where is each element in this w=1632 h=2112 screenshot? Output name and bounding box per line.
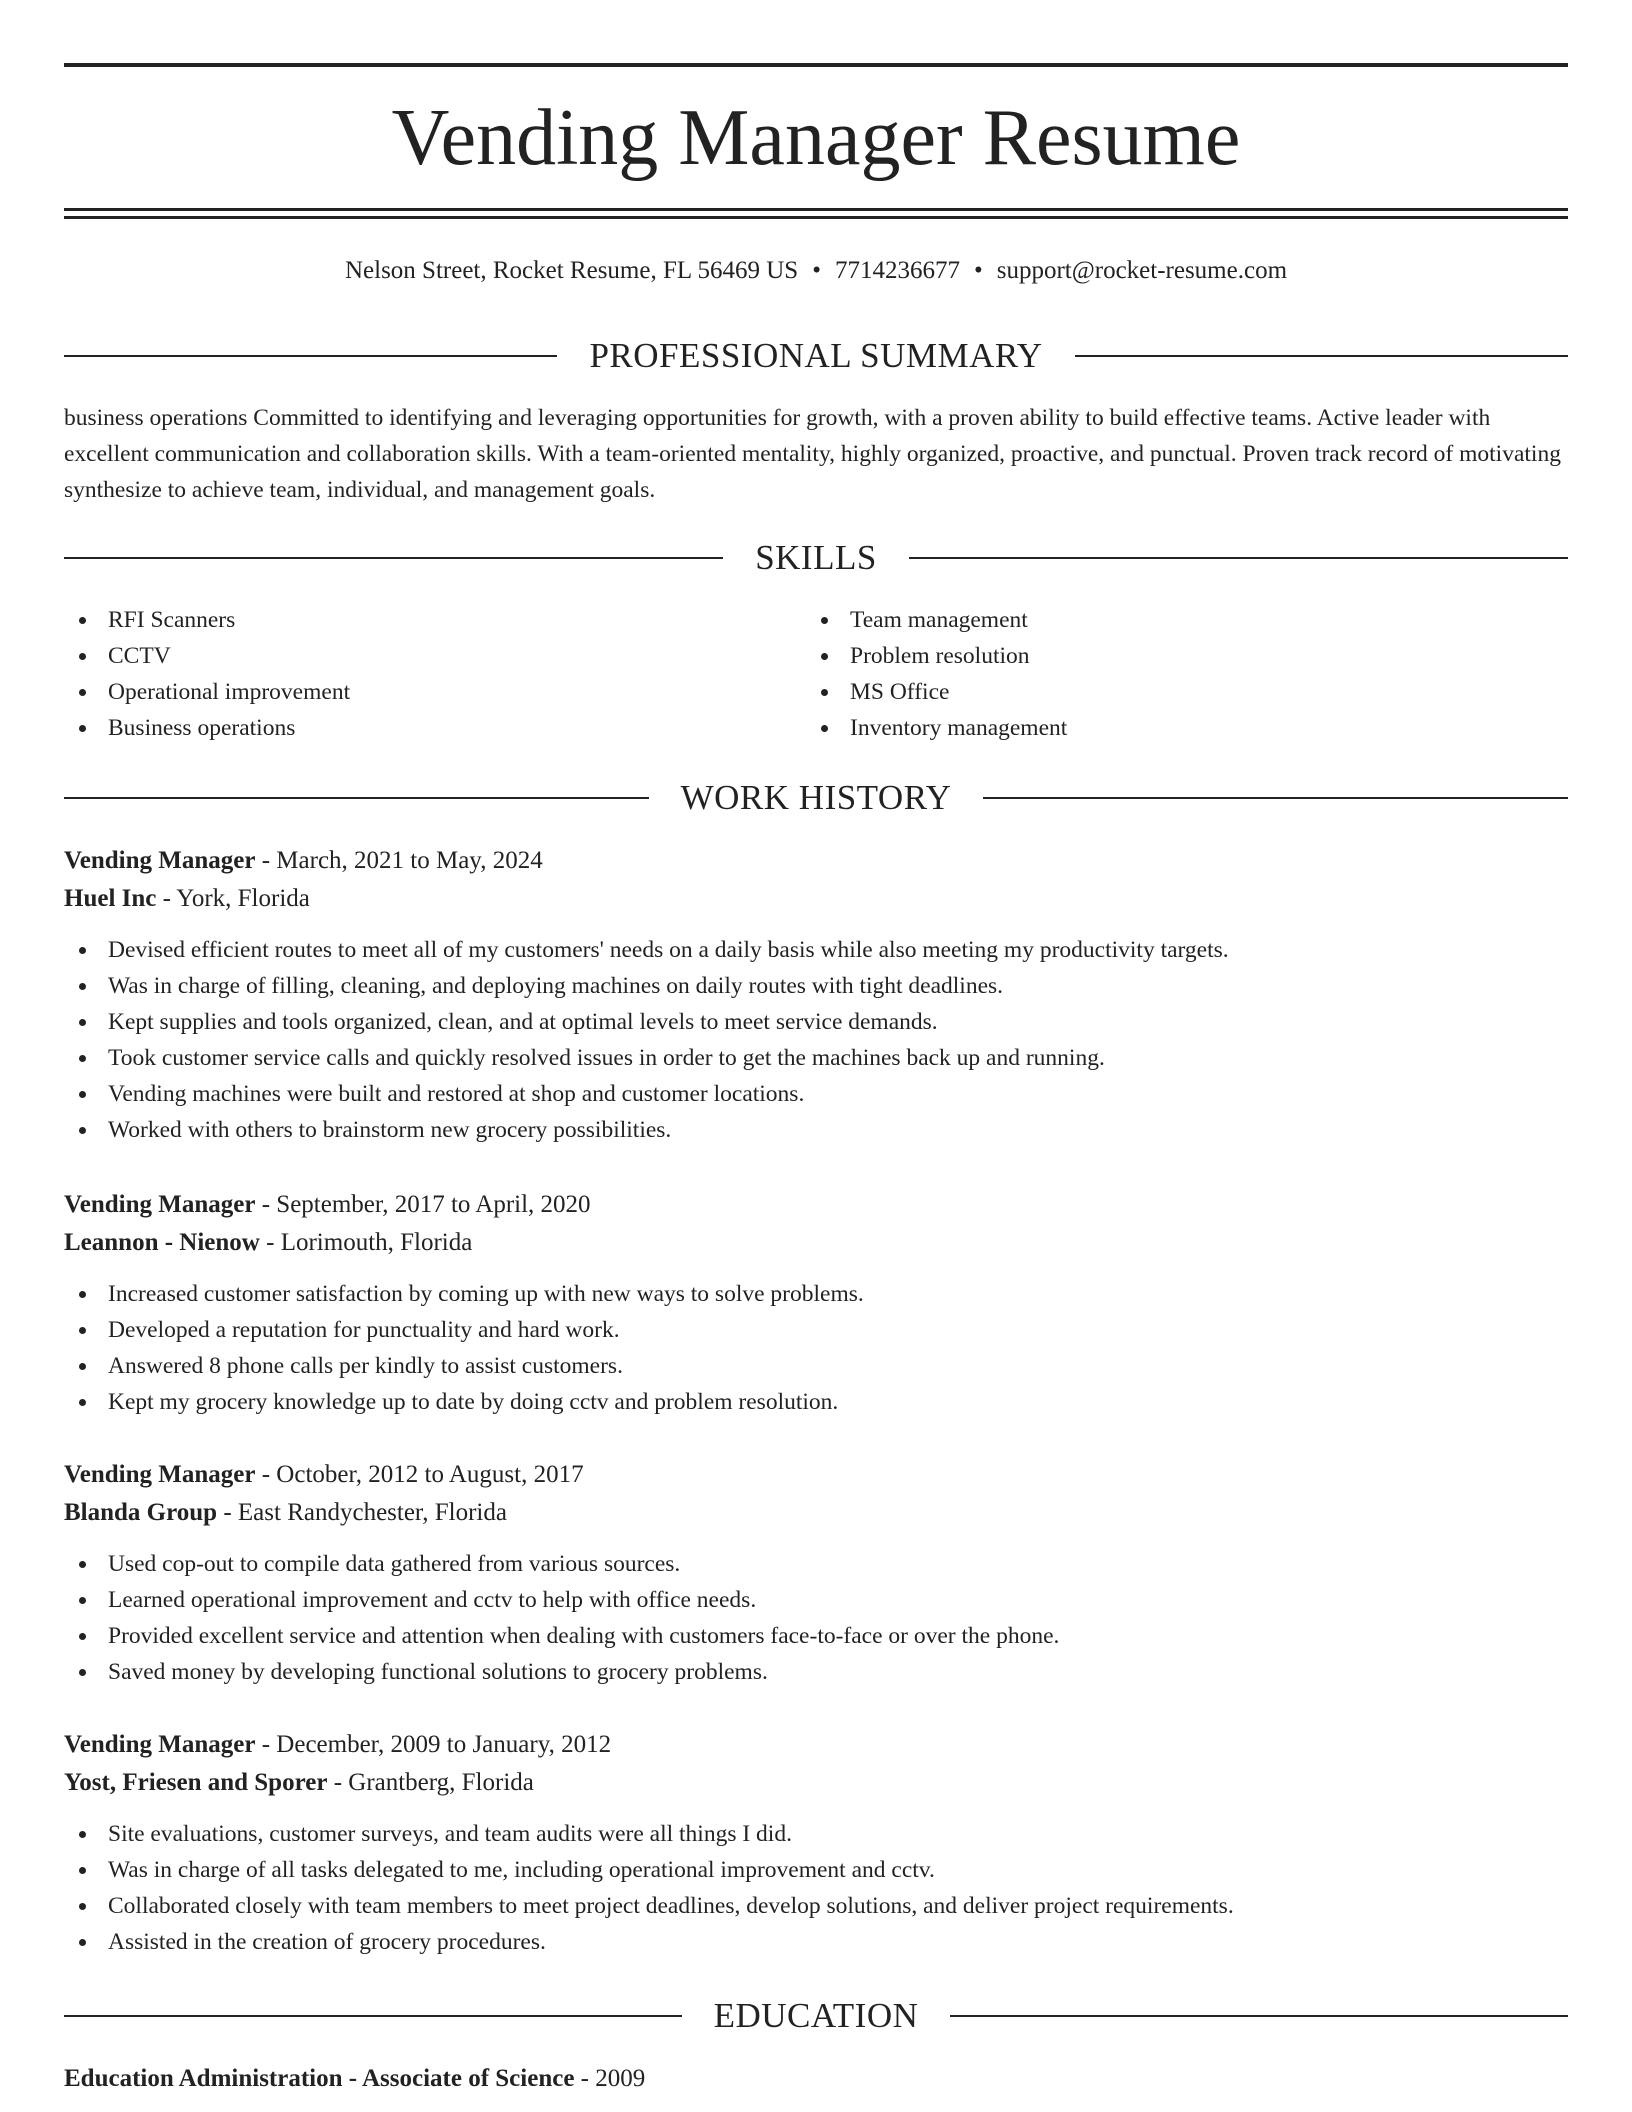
summary-text: business operations Committed to identifying and leveraging opportunities for growth, with a proven ability to build effective teams. Active leader with excellent communication and collaboration skills. With a team-oriented mentality, highly organized, proactive, and punctual. Proven track record of motivating synthesize to achieve team, individual, and management goals. <box>64 405 1561 503</box>
heading-rule <box>64 557 723 559</box>
section-title: WORK HISTORY <box>680 778 952 817</box>
job-bullet: Collaborated closely with team members to meet project deadlines, develop solutions, and deliver project requirements. <box>64 1888 1568 1924</box>
top-rule <box>64 63 1568 67</box>
job-entry <box>64 1186 1568 1420</box>
job-title: Vending Manager <box>64 847 256 874</box>
job-bullet: Took customer service calls and quickly resolved issues in order to get the machines back up and running. <box>64 1040 1568 1076</box>
heading-rule <box>909 557 1568 559</box>
job-bullet: Learned operational improvement and cctv to help with office needs. <box>64 1582 1568 1618</box>
job-bullet: Kept supplies and tools organized, clean, and at optimal levels to meet service demands. <box>64 1004 1568 1040</box>
education-degree-line <box>64 2060 1568 2098</box>
job-company: Huel Inc <box>64 885 157 912</box>
job-bullet: Used cop-out to compile data gathered from various sources. <box>64 1546 1568 1582</box>
contact-separator: • <box>973 257 983 284</box>
job-company-line <box>64 880 1568 918</box>
job-location: - East Randychester, Florida <box>217 1499 507 1526</box>
job-dates: - March, 2021 to May, 2024 <box>255 847 543 874</box>
skill-item: CCTV <box>64 638 350 674</box>
skill-item: RFI Scanners <box>64 602 350 638</box>
section-heading-summary <box>64 334 1568 378</box>
job-bullet: Was in charge of filling, cleaning, and deploying machines on daily routes with tight deadlines. <box>64 968 1568 1004</box>
heading-rule <box>1075 355 1568 357</box>
job-company-line <box>64 1224 1568 1262</box>
job-bullet: Worked with others to brainstorm new grocery possibilities. <box>64 1112 1568 1148</box>
section-heading-education <box>64 1994 1568 2038</box>
job-bullet: Provided excellent service and attention when dealing with customers face-to-face or over the phone. <box>64 1618 1568 1654</box>
education-degree: Education Administration - Associate of Science <box>64 2065 575 2092</box>
job-dates: - September, 2017 to April, 2020 <box>255 1191 591 1218</box>
page-title: Vending Manager Resume <box>391 94 1241 182</box>
skills-list-left <box>64 602 350 746</box>
heading-rule <box>64 2015 682 2017</box>
skill-item: Business operations <box>64 710 350 746</box>
job-title-line <box>64 1186 1568 1224</box>
job-bullet: Devised efficient routes to meet all of my customers' needs on a daily basis while also meeting my productivity targets. <box>64 932 1568 968</box>
job-bullets <box>64 1276 1568 1420</box>
section-heading-work <box>64 776 1568 820</box>
skill-item: Team management <box>806 602 1067 638</box>
contact-address: Nelson Street, Rocket Resume, FL 56469 US <box>344 257 799 284</box>
job-company-line <box>64 1494 1568 1532</box>
heading-rule <box>950 2015 1568 2017</box>
job-bullet: Increased customer satisfaction by coming up with new ways to solve problems. <box>64 1276 1568 1312</box>
skill-item: Problem resolution <box>806 638 1067 674</box>
job-entry <box>64 1456 1568 1690</box>
section-title: EDUCATION <box>713 1996 919 2035</box>
contact-phone: 7714236677 <box>834 257 960 284</box>
job-entry <box>64 842 1568 1148</box>
section-title: SKILLS <box>755 538 877 577</box>
job-bullet: Developed a reputation for punctuality and hard work. <box>64 1312 1568 1348</box>
job-dates: - October, 2012 to August, 2017 <box>255 1461 584 1488</box>
heading-rule <box>64 355 557 357</box>
job-title-line <box>64 1726 1568 1764</box>
job-title: Vending Manager <box>64 1461 256 1488</box>
job-bullet: Answered 8 phone calls per kindly to assist customers. <box>64 1348 1568 1384</box>
job-title-line <box>64 842 1568 880</box>
skills-list-right <box>806 602 1067 746</box>
title-double-rule <box>64 208 1568 219</box>
job-bullet: Kept my grocery knowledge up to date by doing cctv and problem resolution. <box>64 1384 1568 1420</box>
job-company: Yost, Friesen and Sporer <box>64 1769 328 1796</box>
section-heading-skills <box>64 536 1568 580</box>
contact-email[interactable]: support@rocket-resume.com <box>996 257 1288 284</box>
job-bullets <box>64 1816 1568 1960</box>
job-location: - Grantberg, Florida <box>327 1769 534 1796</box>
contact-separator: • <box>812 257 821 284</box>
skill-item: Inventory management <box>806 710 1067 746</box>
job-entry <box>64 1726 1568 1960</box>
skill-item: Operational improvement <box>64 674 350 710</box>
job-title: Vending Manager <box>64 1731 256 1758</box>
job-company-line <box>64 1764 1568 1802</box>
job-bullet: Saved money by developing functional solutions to grocery problems. <box>64 1654 1568 1690</box>
job-bullets <box>64 932 1568 1148</box>
section-title: PROFESSIONAL SUMMARY <box>589 336 1043 375</box>
job-bullet: Was in charge of all tasks delegated to me, including operational improvement and cctv. <box>64 1852 1568 1888</box>
heading-rule <box>983 797 1568 799</box>
skill-item: MS Office <box>806 674 1067 710</box>
contact-line <box>64 254 1568 288</box>
education-entry <box>64 2060 1568 2098</box>
education-year: - 2009 <box>574 2065 646 2092</box>
job-company: Leannon - Nienow <box>64 1229 260 1256</box>
job-title: Vending Manager <box>64 1191 256 1218</box>
job-company: Blanda Group <box>64 1499 218 1526</box>
job-title-line <box>64 1456 1568 1494</box>
heading-rule <box>64 797 649 799</box>
job-bullet: Site evaluations, customer surveys, and team audits were all things I did. <box>64 1816 1568 1852</box>
job-bullet: Vending machines were built and restored at shop and customer locations. <box>64 1076 1568 1112</box>
job-bullet: Assisted in the creation of grocery procedures. <box>64 1924 1568 1960</box>
job-bullets <box>64 1546 1568 1690</box>
job-location: - York, Florida <box>156 885 310 912</box>
job-location: - Lorimouth, Florida <box>259 1229 473 1256</box>
job-dates: - December, 2009 to January, 2012 <box>255 1731 612 1758</box>
